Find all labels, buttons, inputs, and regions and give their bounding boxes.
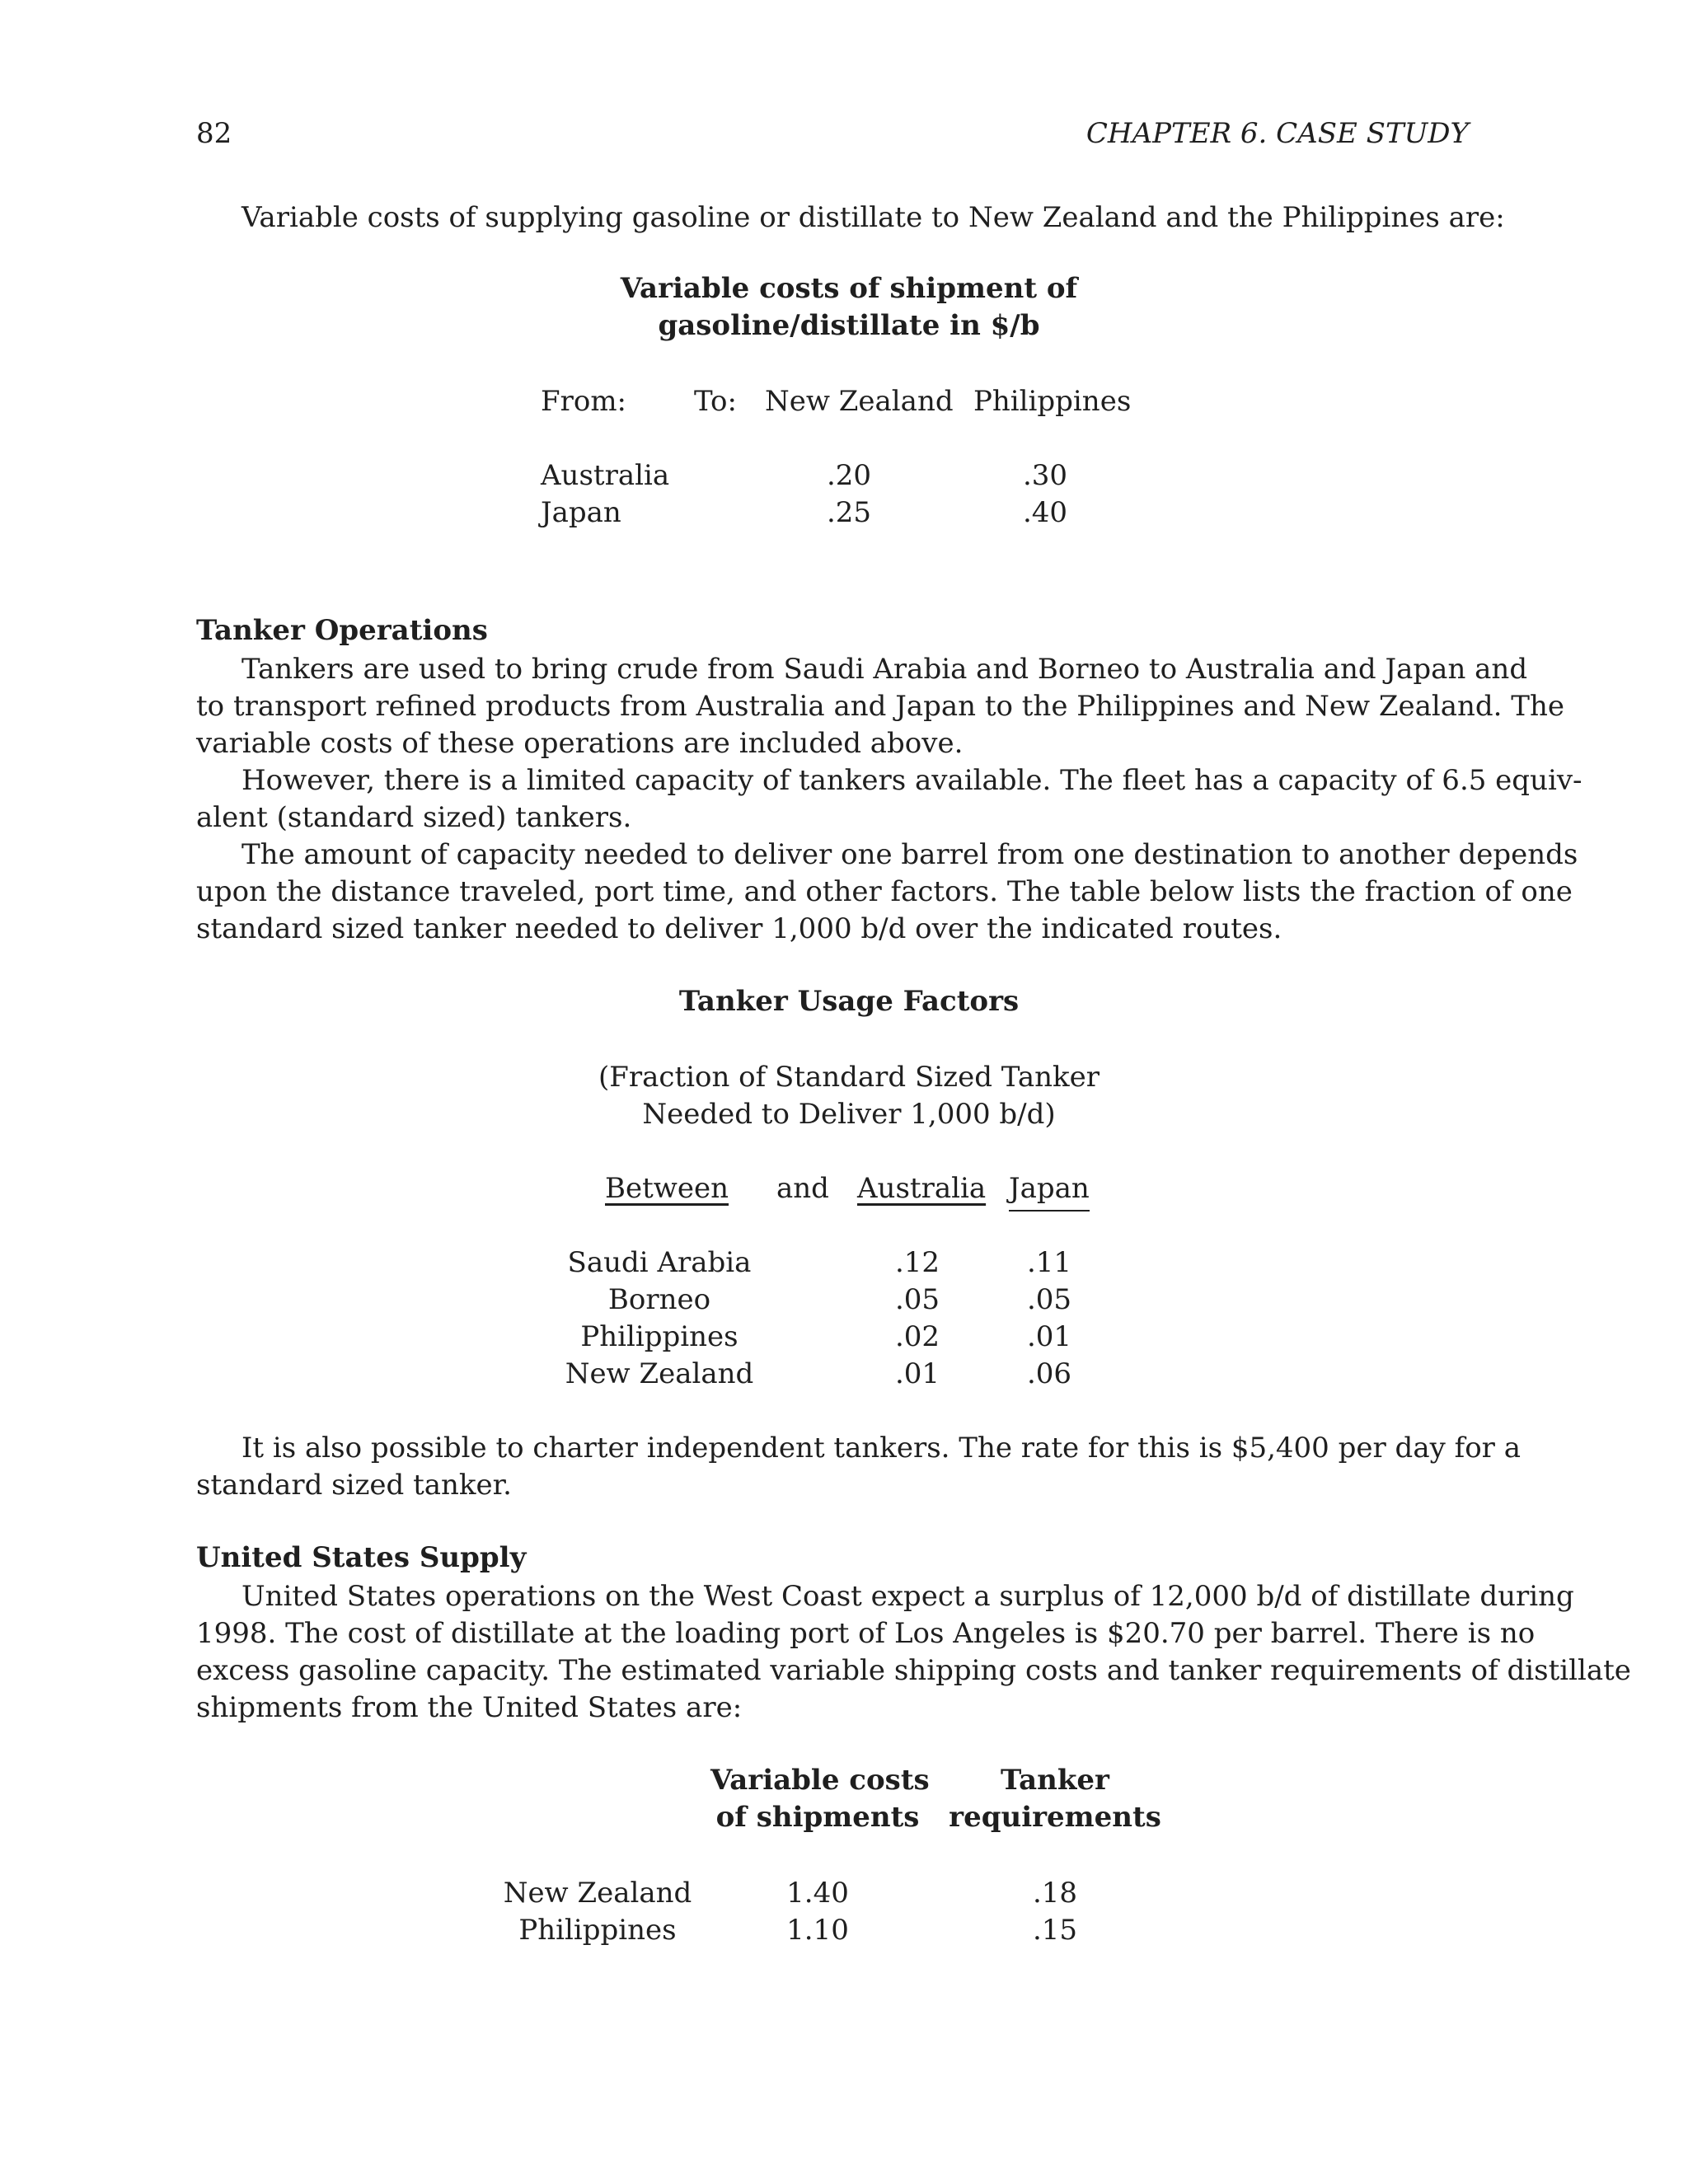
tanker-operations-paragraph-3: [196, 837, 1578, 948]
col-header-variable-costs-line1: Variable costs: [710, 1764, 930, 1797]
section-heading-tanker-operations: Tanker Operations: [196, 614, 488, 647]
col-header-tanker-requirements-line1: Tanker: [1001, 1764, 1109, 1797]
table-cell: .20: [826, 459, 872, 492]
from-label: From:: [541, 385, 627, 418]
table2-title: Tanker Usage Factors: [678, 985, 1020, 1018]
table2-subtitle-line2: Needed to Deliver 1,000 b/d): [642, 1098, 1056, 1131]
text-line: standard sized tanker.: [196, 1469, 512, 1502]
col-header-variable-costs-line2: of shipments: [715, 1801, 920, 1834]
intro-text: Variable costs of supplying gasoline or distillate to New Zealand and the Philippines are:: [241, 201, 1505, 234]
col-header-new-zealand: New Zealand: [765, 385, 954, 418]
row-label-philippines: Philippines: [580, 1320, 738, 1353]
table-cell: .05: [894, 1283, 940, 1316]
text-line: upon the distance traveled, port time, and other factors. The table below lists the fraction of one: [196, 875, 1573, 908]
row-label-japan: Japan: [541, 496, 621, 529]
us-supply-paragraph: [196, 1578, 1631, 1727]
text-line: excess gasoline capacity. The estimated variable shipping costs and tanker requirements of distillate: [196, 1654, 1631, 1687]
table-cell: .25: [826, 496, 872, 529]
col-header-tanker-requirements-line2: requirements: [949, 1801, 1161, 1834]
text-line: shipments from the United States are:: [196, 1691, 743, 1724]
table-cell: .11: [1026, 1246, 1072, 1279]
row-label-new-zealand: New Zealand: [565, 1357, 754, 1390]
table1-title-line2: gasoline/distillate in $/b: [658, 309, 1040, 342]
table-cell: .15: [1032, 1914, 1078, 1947]
table-cell: .18: [1032, 1877, 1078, 1910]
text-line: to transport refined products from Australia and Japan to the Philippines and New Zealand. The: [196, 690, 1564, 723]
between-label: Between: [605, 1172, 729, 1205]
text-line: standard sized tanker needed to deliver 1,000 b/d over the indicated routes.: [196, 912, 1282, 945]
text-line: Tankers are used to bring crude from Saudi Arabia and Borneo to Australia and Japan and: [241, 653, 1528, 686]
table-cell: .01: [1026, 1320, 1072, 1353]
col-header-philippines: Philippines: [973, 385, 1132, 418]
row-label-australia: Australia: [541, 459, 670, 492]
table-cell: .40: [1022, 496, 1068, 529]
table2-subtitle-line1: (Fraction of Standard Sized Tanker: [598, 1061, 1100, 1094]
text-line: alent (standard sized) tankers.: [196, 801, 632, 834]
col-header-japan: Japan: [1009, 1170, 1090, 1212]
chapter-title: CHAPTER 6. CASE STUDY: [1085, 117, 1469, 150]
tanker-operations-paragraph-2: [196, 762, 1582, 837]
text-line: 1998. The cost of distillate at the loading port of Los Angeles is $20.70 per barrel. There is no: [196, 1617, 1536, 1650]
row-label-saudi-arabia: Saudi Arabia: [567, 1246, 752, 1279]
table-cell: .01: [894, 1357, 940, 1390]
text-line: The amount of capacity needed to deliver one barrel from one destination to another depends: [241, 838, 1578, 871]
table-cell: 1.40: [786, 1877, 849, 1910]
table-cell: .12: [894, 1246, 940, 1279]
text-line: However, there is a limited capacity of tankers available. The fleet has a capacity of 6.5 equiv-: [241, 764, 1582, 797]
table-cell: .05: [1026, 1283, 1072, 1316]
table-cell: .06: [1026, 1357, 1072, 1390]
col-header-australia: Australia: [857, 1172, 987, 1205]
tanker-operations-paragraph-1: [196, 651, 1564, 762]
row-label-new-zealand: New Zealand: [503, 1877, 692, 1910]
charter-paragraph: [196, 1430, 1521, 1504]
and-label: and: [776, 1172, 829, 1205]
row-label-borneo: Borneo: [607, 1283, 711, 1316]
text-line: variable costs of these operations are included above.: [196, 727, 964, 760]
section-heading-us-supply: United States Supply: [196, 1541, 527, 1574]
row-label-philippines: Philippines: [518, 1914, 677, 1947]
text-line: United States operations on the West Coast expect a surplus of 12,000 b/d of distillate during: [241, 1580, 1574, 1613]
text-line: It is also possible to charter independent tankers. The rate for this is $5,400 per day for a: [241, 1432, 1521, 1465]
to-label: To:: [694, 385, 737, 418]
table-cell: .02: [894, 1320, 940, 1353]
page-number: 82: [196, 117, 232, 150]
table-cell: .30: [1022, 459, 1068, 492]
table1-title-line1: Variable costs of shipment of: [620, 272, 1078, 305]
table-cell: 1.10: [786, 1914, 849, 1947]
